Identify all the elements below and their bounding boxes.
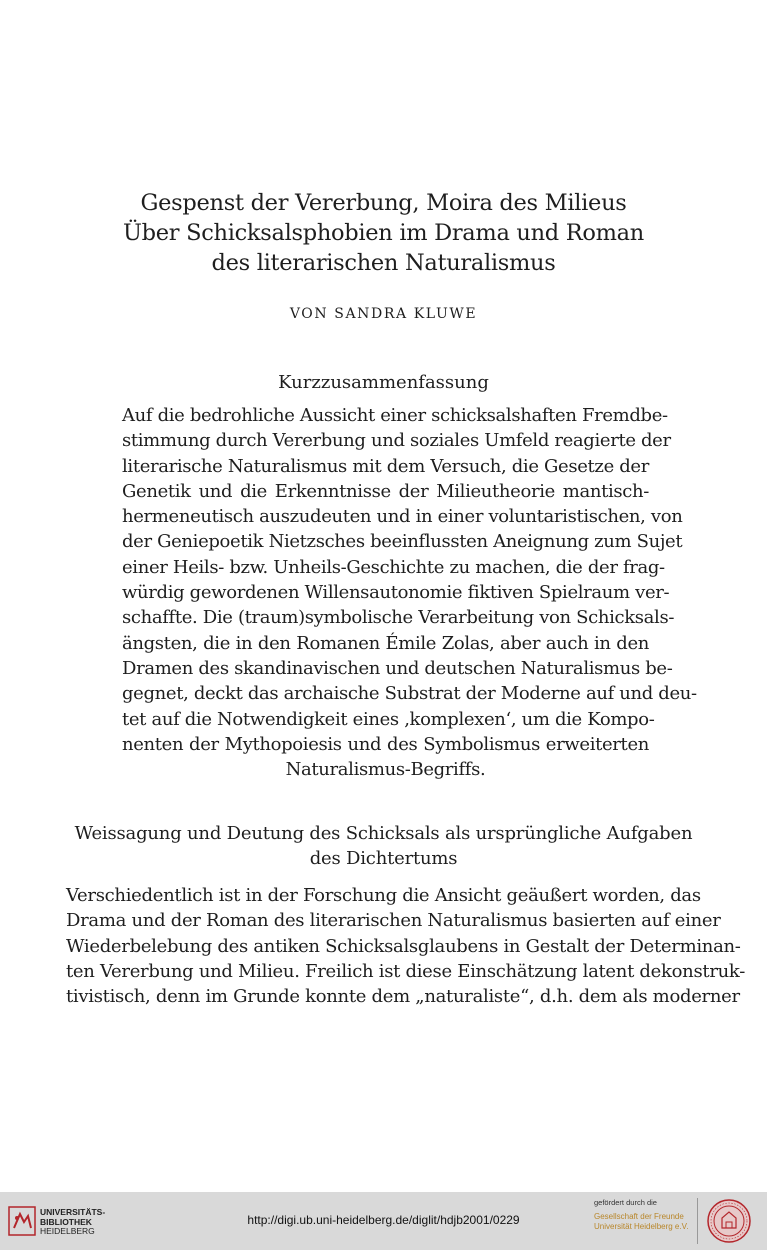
section-heading-line: Weissagung und Deutung des Schicksals als ursprüngliche Aufgaben bbox=[74, 823, 693, 844]
abstract-line: Naturalismus-Begriffs. bbox=[285, 759, 486, 781]
abstract-paragraph bbox=[122, 403, 697, 782]
abstract-line: würdig gewordenen Willensautonomie fiktiven Spielraum ver- bbox=[122, 582, 670, 604]
abstract-line: Auf die bedrohliche Aussicht einer schicksalshaften Fremdbe- bbox=[122, 405, 668, 426]
permalink-url[interactable]: http://digi.ub.uni-heidelberg.de/diglit/hdjb2001/0229 bbox=[247, 1213, 520, 1227]
body-paragraph bbox=[66, 883, 745, 1009]
library-name-line: BIBLIOTHEK bbox=[40, 1216, 92, 1227]
title-line: Über Schicksalsphobien im Drama und Roman bbox=[123, 220, 644, 246]
body-line: Verschiedentlich ist in der Forschung die Ansicht geäußert worden, das bbox=[66, 885, 701, 906]
library-name-line: UNIVERSITÄTS- bbox=[40, 1207, 106, 1217]
sponsor-name[interactable] bbox=[594, 1212, 688, 1232]
abstract-line: schaffte. Die (traum)symbolische Verarbeitung von Schicksals- bbox=[122, 607, 675, 629]
abstract-line: literarische Naturalismus mit dem Versuch, die Gesetze der bbox=[122, 455, 649, 477]
body-line: Wiederbelebung des antiken Schicksalsglaubens in Gestalt der Determinan- bbox=[66, 935, 741, 957]
section-heading bbox=[0, 821, 767, 871]
abstract-line: nenten der Mythopoiesis und des Symbolismus erweiterten bbox=[122, 733, 649, 755]
abstract-line: der Geniepoetik Nietzsches beeinflussten Aneignung zum Sujet bbox=[122, 531, 683, 553]
body-line: tivistisch, denn im Grunde konnte dem „naturaliste“, d.h. dem als moderner bbox=[66, 986, 740, 1008]
library-name-line: HEIDELBERG bbox=[40, 1226, 95, 1236]
body-line: ten Vererbung und Milieu. Freilich ist diese Einschätzung latent dekonstruk- bbox=[66, 960, 745, 982]
abstract-line: hermeneutisch auszudeuten und in einer voluntaristischen, von bbox=[122, 506, 683, 528]
sponsor-name-line: Universität Heidelberg e.V. bbox=[594, 1222, 689, 1231]
author-byline: VON SANDRA KLUWE bbox=[289, 306, 478, 322]
section-heading-line: des Dichtertums bbox=[309, 848, 458, 869]
abstract-line: tet auf die Notwendigkeit eines ‚komplexen‘, um die Kompo- bbox=[122, 708, 655, 730]
footer-divider bbox=[697, 1198, 698, 1244]
university-seal-icon bbox=[706, 1198, 752, 1244]
sponsor-label: gefördert durch die bbox=[594, 1198, 657, 1207]
abstract-heading: Kurzzusammenfassung bbox=[278, 372, 489, 393]
abstract-line: Genetik und die Erkenntnisse der Milieutheorie mantisch- bbox=[122, 480, 649, 502]
footer-bar bbox=[0, 1192, 767, 1250]
abstract-line: ängsten, die in den Romanen Émile Zolas, aber auch in den bbox=[122, 632, 649, 654]
abstract-line: Dramen des skandinavischen und deutschen Naturalismus be- bbox=[122, 657, 673, 679]
abstract-line: stimmung durch Vererbung und soziales Umfeld reagierte der bbox=[122, 430, 671, 452]
abstract-line: einer Heils- bzw. Unheils-Geschichte zu machen, die der frag- bbox=[122, 556, 665, 578]
title-line: des literarischen Naturalismus bbox=[211, 250, 556, 276]
article-title bbox=[0, 188, 767, 278]
sponsor-name-line: Gesellschaft der Freunde bbox=[594, 1212, 684, 1221]
abstract-line: gegnet, deckt das archaische Substrat der Moderne auf und deu- bbox=[122, 683, 697, 705]
title-line: Gespenst der Vererbung, Moira des Milieus bbox=[140, 190, 627, 216]
body-line: Drama und der Roman des literarischen Naturalismus basierten auf einer bbox=[66, 910, 721, 932]
